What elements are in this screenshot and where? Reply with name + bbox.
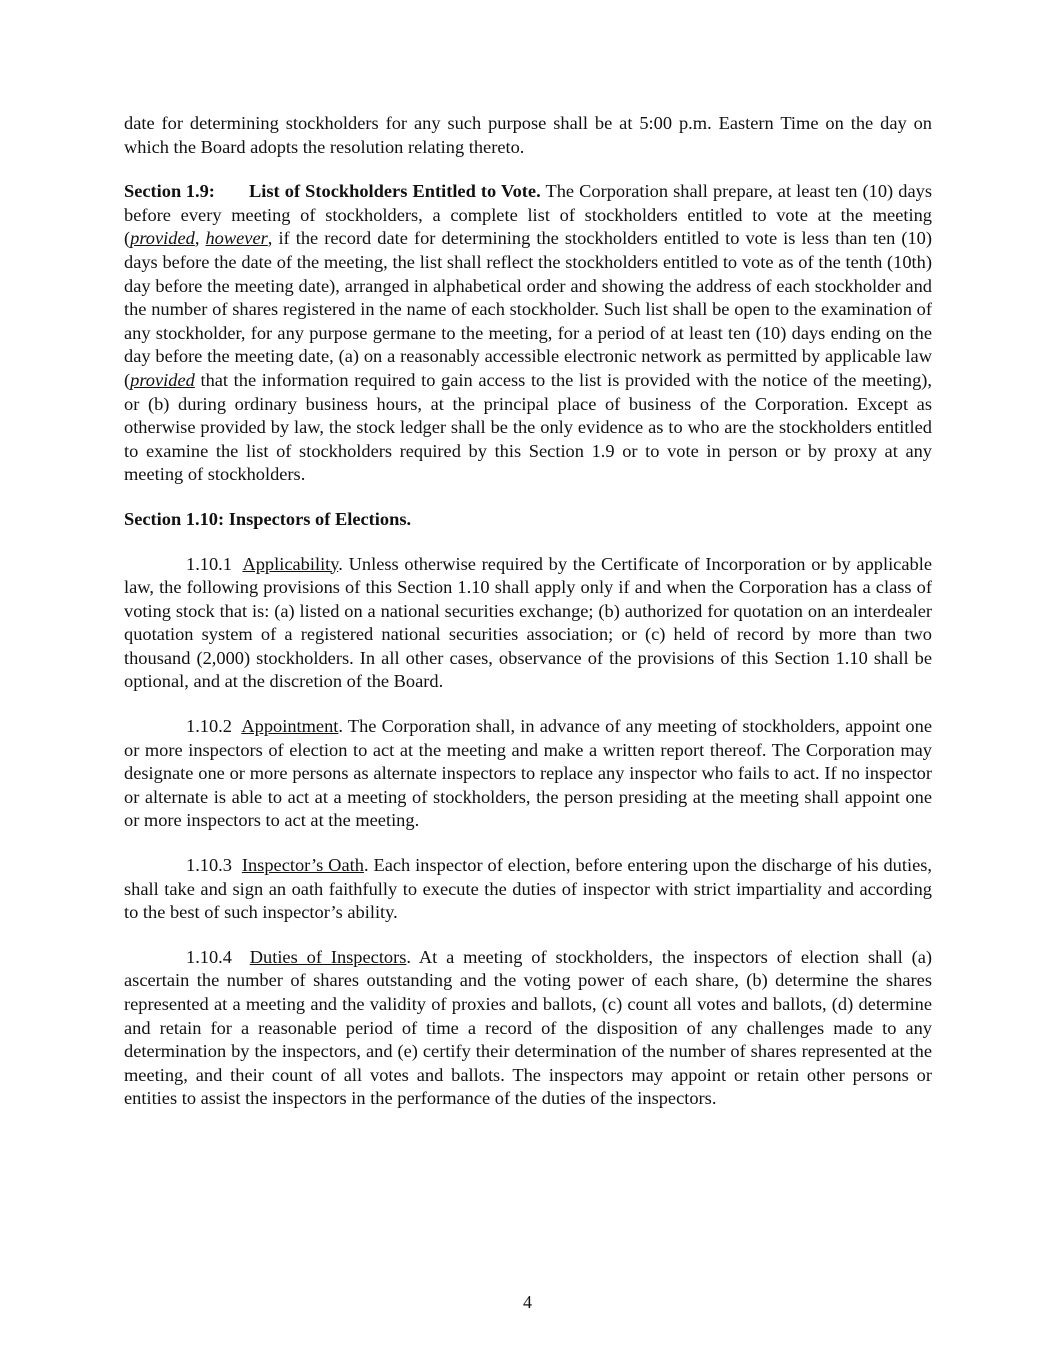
subsection-1-10-4 xyxy=(124,946,932,1111)
section-1-9-text-part1: The Corporation shall prepare, at least ten (10) days before every meeting of stockholders, a complete list of stockholders entitled to vote at the meeting ( xyxy=(124,181,932,249)
subsection-1-10-2-title: Appointment xyxy=(241,716,339,737)
page-number: 4 xyxy=(523,1292,532,1312)
comma-separator: , xyxy=(194,228,206,249)
section-1-9-text-part2: , if the record date for determining the stockholders entitled to vote is less than ten (10) days before the date of the meeting, the list shall reflect the stockholders entitled to vote as of the tenth (10th) day before the meeting date), arranged in alphabetical order and showing the address of each stockholder and the number of shares registered in the name of each stockholder. Such list shall be open to the examination of any stockholder, for any purpose germane to the meeting, for a period of at least ten (10) days ending on the day before the meeting date, (a) on a reasonably accessible electronic network as permitted by applicable law ( xyxy=(124,228,932,390)
subsection-1-10-3-title: Inspector’s Oath xyxy=(241,855,364,876)
provided-term: provided xyxy=(130,228,195,249)
continuation-text: date for determining stockholders for any such purpose shall be at 5:00 p.m. Eastern Time on the day on which the Board adopts the resolution relating thereto. xyxy=(124,113,932,157)
subsection-1-10-1-text: . Unless otherwise required by the Certificate of Incorporation or by applicable law, the following provisions of this Section 1.10 shall apply only if and when the Corporation has a class of voting stock that is: (a) listed on a national securities exchange; (b) authorized for quotation on an interdealer quotation system of a registered national securities association; or (c) held of record by more than two thousand (2,000) stockholders. In all other cases, observance of the provisions of this Section 1.10 shall be optional, and at the discretion of the Board. xyxy=(124,553,932,692)
subsection-1-10-4-title: Duties of Inspectors xyxy=(249,946,407,967)
subsection-1-10-3-text: . Each inspector of election, before entering upon the discharge of his duties, shall take and sign an oath faithfully to execute the duties of inspector with strict impartiality and according to the best of such inspector’s ability. xyxy=(124,855,933,923)
subsection-1-10-1-number: 1.10.1 xyxy=(186,553,243,574)
section-1-9-title: List of Stockholders Entitled to Vote. xyxy=(249,181,541,202)
continuation-paragraph xyxy=(124,112,932,159)
subsection-1-10-1 xyxy=(124,553,932,695)
provided-term-2: provided xyxy=(130,369,195,390)
subsection-1-10-3 xyxy=(124,854,932,925)
subsection-1-10-2 xyxy=(124,715,932,833)
however-term: however xyxy=(205,228,268,249)
subsection-1-10-2-text: . The Corporation shall, in advance of any meeting of stockholders, appoint one or more inspectors of election to act at the meeting and make a written report thereof. The Corporation may designate one or more persons as alternate inspectors to replace any inspector who fails to act. If no inspector or alternate is able to act at a meeting of stockholders, the person presiding at the meeting shall appoint one or more inspectors to act at the meeting. xyxy=(124,716,932,831)
section-1-9-paragraph xyxy=(124,180,932,487)
document-page xyxy=(124,112,932,1132)
subsection-1-10-3-number: 1.10.3 xyxy=(186,855,242,876)
subsection-1-10-4-text: . At a meeting of stockholders, the inspectors of election shall (a) ascertain the number of shares outstanding and the voting power of each share, (b) determine the shares represented at a meeting and the validity of proxies and ballots, (c) count all votes and ballots, (d) determine and retain for a reasonable period of time a record of the disposition of any challenges made to any determination by the inspectors, and (e) certify their determination of the number of shares represented at the meeting, and their count of all votes and ballots. The inspectors may appoint or retain other persons or entities to assist the inspectors in the performance of the duties of the inspectors. xyxy=(124,946,932,1109)
subsection-1-10-1-title: Applicability xyxy=(242,553,339,574)
section-1-9-label: Section 1.9: xyxy=(124,181,215,202)
subsection-1-10-2-number: 1.10.2 xyxy=(186,716,242,737)
section-1-10-heading: Section 1.10: Inspectors of Elections. xyxy=(124,508,412,529)
section-1-9-text-part3: that the information required to gain access to the list is provided with the notice of the meeting), or (b) during ordinary business hours, at the principal place of business of the Corporation. Except as otherwise provided by law, the stock ledger shall be the only evidence as to who are the stockholders entitled to examine the list of stockholders required by this Section 1.9 or to vote in person or by proxy at any meeting of stockholders. xyxy=(124,369,932,485)
subsection-1-10-4-number: 1.10.4 xyxy=(186,946,250,967)
